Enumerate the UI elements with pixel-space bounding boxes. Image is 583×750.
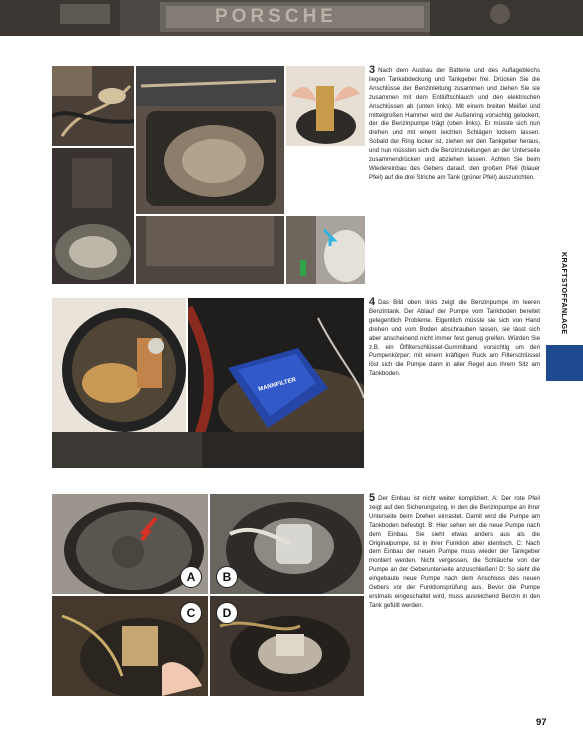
step5-photo-retaining-ring [52,494,208,594]
photo-label-c: C [180,602,202,624]
step4-description: Das Bild oben links zeigt die Benzinpumpe im leeren Benzintank. Der Ablauf der Pumpe vom Tankboden bereitet gelegentlich Probleme. Eigentlich müsste sie sich von Hand drehen und vom Boden abschrauben lassen, sie lässt sich aber anscheinend nicht immer fest genug greifen. Würden Sie z.B. ein Ölfilterschlüssel-Gummiband vorsichtig um den Pumpenkörper; mit einem kräftigen Ruck am Filterschlüssel löst sich die Pumpe dann in aller Regel aus ihrem Sitz am Tankboden. [369,299,540,378]
step3-photo-fuel-lines [52,66,134,146]
step3-photo-pump-top-view [52,148,134,284]
step5-text [369,494,540,611]
page-number: 97 [536,717,547,728]
photo-label-d: D [216,602,238,624]
step3-photo-tank-bottom [136,216,284,284]
section-title: KRAFTSTOFFANLAGE [560,252,569,335]
banner-photo [0,0,583,36]
step5-photo-new-pump [210,494,364,594]
step4-photo-pump-empty-tank [52,298,186,438]
step5-photo-installed-pump [210,596,364,696]
step5-number: 5 [369,492,376,504]
step3-photo-sender-marks [286,216,365,284]
step4-number: 4 [369,296,376,308]
step5-photo-mounting-sender [52,596,208,696]
photo-label-b: B [216,566,238,588]
photo-label-a: A [180,566,202,588]
step4-photo-filter-wrench [188,298,364,438]
step3-text [369,66,540,183]
step4-photo-strip [52,432,364,468]
step3-photo-tank-cover [136,66,284,214]
step3-photo-removing-sender [286,66,365,146]
license-plate-text: PORSCHE [215,6,337,27]
step3-description: Nach dem Ausbau der Batterie und des Auflageblechs liegen Tankabdeckung und Tankgeber frei. Drücken Sie die Anschlüsse der Benzinleitung zusammen und ziehen Sie sie zusammen mit dem Entlüftschlauch und den elektrischen Anschlüssen ab (unten links). Mit einem breiten Meißel und mittelgroßen Hammer wird der Außenring vorsichtig gelockert, der die Benzinpumpe trägt (oben links). Er müsste sich nun drehen und mit einem leichten Schlägen lockern lassen. Sobald der Ring locker ist, ziehen wir den Tankgeber heraus, und nun müssten sich die Benzinzuleitungen an der Unterseite zusammendrücken und abziehen lassen. Achten Sie beim Wiedereinbau des Gebers darauf, den großen Pfeil (blauer Pfeil) auf die drei Striche am Tank (grüner Pfeil) auszurichten. [369,67,540,181]
step4-text [369,298,540,379]
filter-wrench-brand: MANNFILTER [257,377,297,393]
section-color-tab [546,345,583,381]
step5-description: Der Einbau ist nicht weiter kompliziert. A: Der rote Pfeil zeigt auf den Sicherungsring, in den die Benzinpumpe an ihrer Unterseite beim Drehen einrastet. Damit wird die Pumpe am Tankboden befestigt. B: Hier sehen wir die neue Pumpe nach dem Einbau. Sie sieht etwas anders aus als die Originalpumpe, ist in ihrer Funktion aber identisch. C: Nach dem Einbau der neuen Pumpe muss wieder der Tankgeber montiert werden. Nicht vergessen, die Schläuche von der Pumpe an der Geberunterseite anzuschließen! D: So sieht die eingebaute neue Pumpe nach dem Anschluss des neuen Gebers vor der Funktionsprüfung aus. Bevor die Pumpe erstmals eingeschaltet wird, muss ausreichend Benzin in den Tank gefüllt werden. [369,495,540,609]
step3-number: 3 [369,64,376,76]
